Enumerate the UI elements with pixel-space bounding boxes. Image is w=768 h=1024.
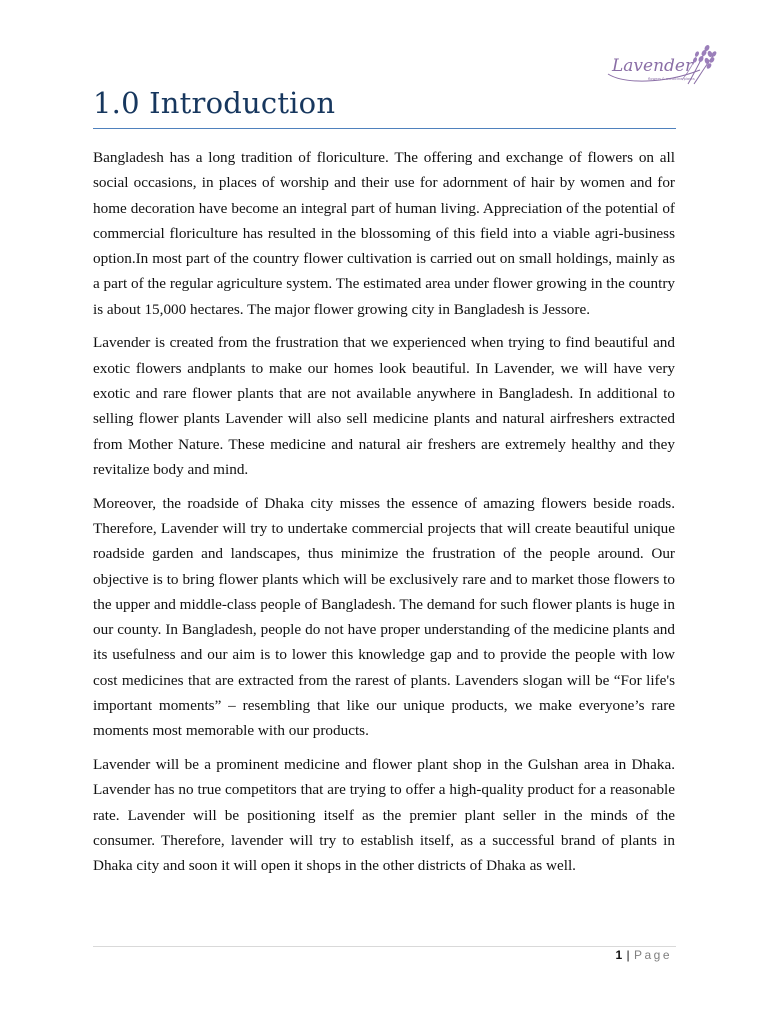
- lavender-sprig-icon: [604, 40, 720, 90]
- page-label: Page: [633, 948, 672, 962]
- heading-underline: [93, 128, 676, 129]
- paragraph-3: Moreover, the roadside of Dhaka city misses the essence of amazing flowers beside roads. Therefore, Lavender will try to undertake commercial projects that will create beautiful unique roadside garden and landscapes, thus minimize the frustration of the people around. Our objective is to bring flower plants which will be exclusively rare and to market those flowers to the upper and middle-class people of Bangladesh. The demand for such flower plants is huge in our county. In Bangladesh, people do not have proper understanding of the medicine plants and its usefulness and our aim is to lower this knowledge gap and to provide the people with low cost medicines that are extracted from the rarest of plants. Lavenders slogan will be “For life's important moments” – resembling that like our unique products, we make everyone’s rare moments most memorable with our products.: [93, 494, 675, 740]
- paragraph-1: Bangladesh has a long tradition of floriculture. The offering and exchange of flowers on all social occasions, in places of worship and their use for adornment of hair by women and for home decoration have become an integral part of human living. Appreciation of the potential of commercial floriculture has resulted in the blossoming of this field into a viable agri-business option.In most part of the country flower cultivation is carried out on small holdings, mainly as a part of the regular agriculture system. The estimated area under flower growing in the country is about 15,000 hectares. The major flower growing city in Bangladesh is Jessore.: [93, 149, 675, 318]
- logo-text: Lavender: [612, 56, 694, 76]
- footer-separator: |: [626, 948, 631, 962]
- paragraph-2: Lavender is created from the frustration that we experienced when trying to find beautiful and exotic flowers andplants to make our homes look beautiful. In Lavender, we will have very exotic and rare flower plants that are not available anywhere in Bangladesh. In additional to selling flower plants Lavender will also sell medicine plants and natural airfreshers extracted from Mother Nature. These medicine and natural air freshers are extremely healthy and they revitalize body and mind.: [93, 334, 675, 478]
- lavender-logo: [604, 40, 720, 90]
- page-number: 1: [615, 948, 623, 962]
- footer-divider: [93, 946, 676, 947]
- paragraph-4: Lavender will be a prominent medicine and flower plant shop in the Gulshan area in Dhaka. Lavender has no true competitors that are trying to offer a high-quality product for a reasonable rate. Lavender will be positioning itself as the premier plant seller in the minds of the consumer. Therefore, lavender will try to establish itself, as a successful brand of plants in Dhaka city and soon it will open it shops in the other districts of Dhaka as well.: [93, 756, 675, 875]
- logo-tagline: flowers & medicine plants: [648, 77, 695, 81]
- section-heading: 1.0 Introduction: [93, 86, 336, 120]
- page-footer: [615, 948, 672, 962]
- document-body: [93, 145, 675, 887]
